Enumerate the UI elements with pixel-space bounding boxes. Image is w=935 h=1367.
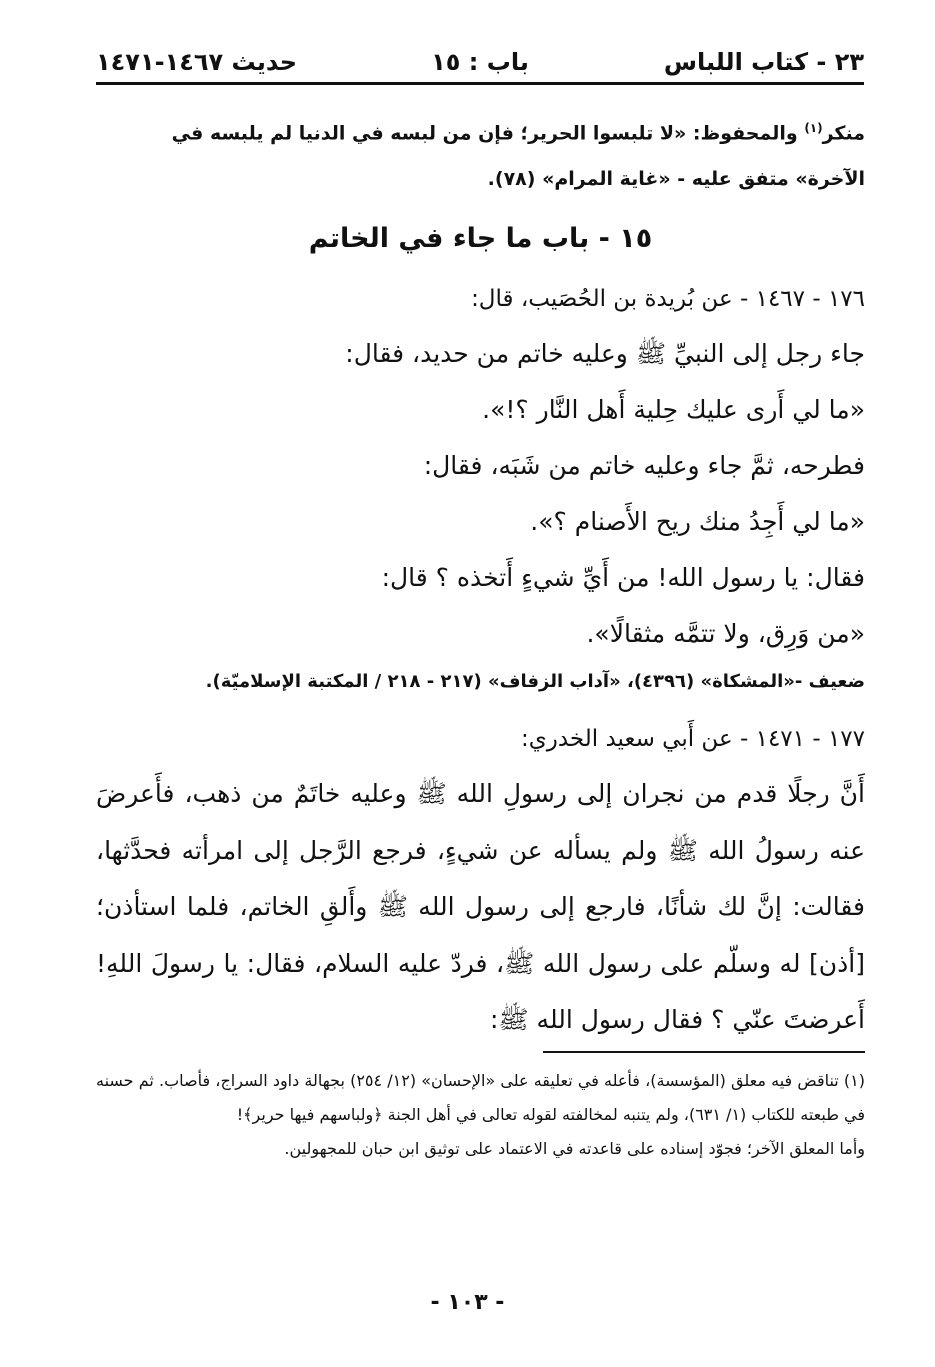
hadith-176-line: فقال: يا رسول الله! من أَيِّ شيءٍ أَتخذه ؟ قال: xyxy=(381,563,865,592)
hadith-176 xyxy=(96,272,865,702)
header-hadith-range: حديث ١٤٦٧-١٤٧١ xyxy=(96,48,298,76)
hadith-177-text: أَنَّ رجلًا قدم من نجران إلى رسولِ الله ﷺ وعليه خاتَمٌ من ذهب، فأَعرضَ عنه رسولُ الله ﷺ ولم يسأله عن شيءٍ، فرجع الرَّجل إلى امرأته فحدَّثها، فقالت: إنَّ لك شأنًا، فارجع إلى رسول الله ﷺ وأَلقِ الخاتم، فلما استأذن؛ [أذن] له وسلّم على رسول الله ﷺ، فردّ عليه السلام، فقال: يا رسولَ اللهِ! أَعرضتَ عنّي ؟ فقال رسول الله ﷺ: xyxy=(96,779,865,1034)
intro-paragraph xyxy=(96,105,865,202)
hadith-176-line: فطرحه، ثمَّ جاء وعليه خاتم من شَبَه، فقال: xyxy=(423,451,865,480)
hadith-176-line: جاء رجل إلى النبيِّ ﷺ وعليه خاتم من حديد، فقال: xyxy=(345,339,865,368)
hadith-176-line: «من وَرِق، ولا تتمَّه مثقالًا». xyxy=(586,619,865,648)
page-number: - ١٠٣ - xyxy=(430,1290,505,1315)
footnote-marker: (١) xyxy=(804,121,823,135)
footnotes xyxy=(96,1064,865,1166)
intro-text: والمحفوظ: «لا تلبسوا الحرير؛ فإن من لبسه في الدنيا لم يلبسه في الآخرة» متفق عليه - «غاية المرام» (٧٨). xyxy=(171,122,865,191)
hadith-177 xyxy=(96,712,865,1049)
intro-word: منكر xyxy=(822,122,865,145)
footnote-separator xyxy=(543,1051,865,1053)
hadith-176-head: ١٧٦ - ١٤٦٧ - عن بُريدة بن الحُصَيب، قال: xyxy=(471,286,865,312)
header-chapter: ٢٣ - كتاب اللباس xyxy=(663,48,864,76)
footnote-1: (١) تناقض فيه معلق (المؤسسة)، فأعله في تعليقه على «الإحسان» (١٢/ ٢٥٤) بجهالة داود السراج، فأصاب. ثم حسنه في طبعته للكتاب (١/ ٦٣١)، ولم يتنبه لمخالفته لقوله تعالى في أهل الجنة ﴿ولباسهم فيها حرير﴾! xyxy=(96,1071,866,1124)
running-header xyxy=(96,42,864,85)
chapter-title: ١٥ - باب ما جاء في الخاتم xyxy=(308,223,653,254)
hadith-176-grading: ضعيف -«المشكاة» (٤٣٩٦)، «آداب الزفاف» (٢١٧ - ٢١٨ / المكتبة الإسلاميّة). xyxy=(205,671,865,692)
hadith-176-line: «ما لي أَجِدُ منك ريح الأَصنام ؟». xyxy=(530,507,865,536)
header-bab: باب : ١٥ xyxy=(431,48,529,76)
footnote-1-continued: وأما المعلق الآخر؛ فجوّد إسناده على قاعدته في الاعتماد على توثيق ابن حبان للمجهولين. xyxy=(284,1139,865,1158)
hadith-176-line: «ما لي أَرى عليك حِلية أَهل النَّار ؟!». xyxy=(482,395,865,424)
hadith-177-head: ١٧٧ - ١٤٧١ - عن أَبي سعيد الخدري: xyxy=(520,726,865,752)
